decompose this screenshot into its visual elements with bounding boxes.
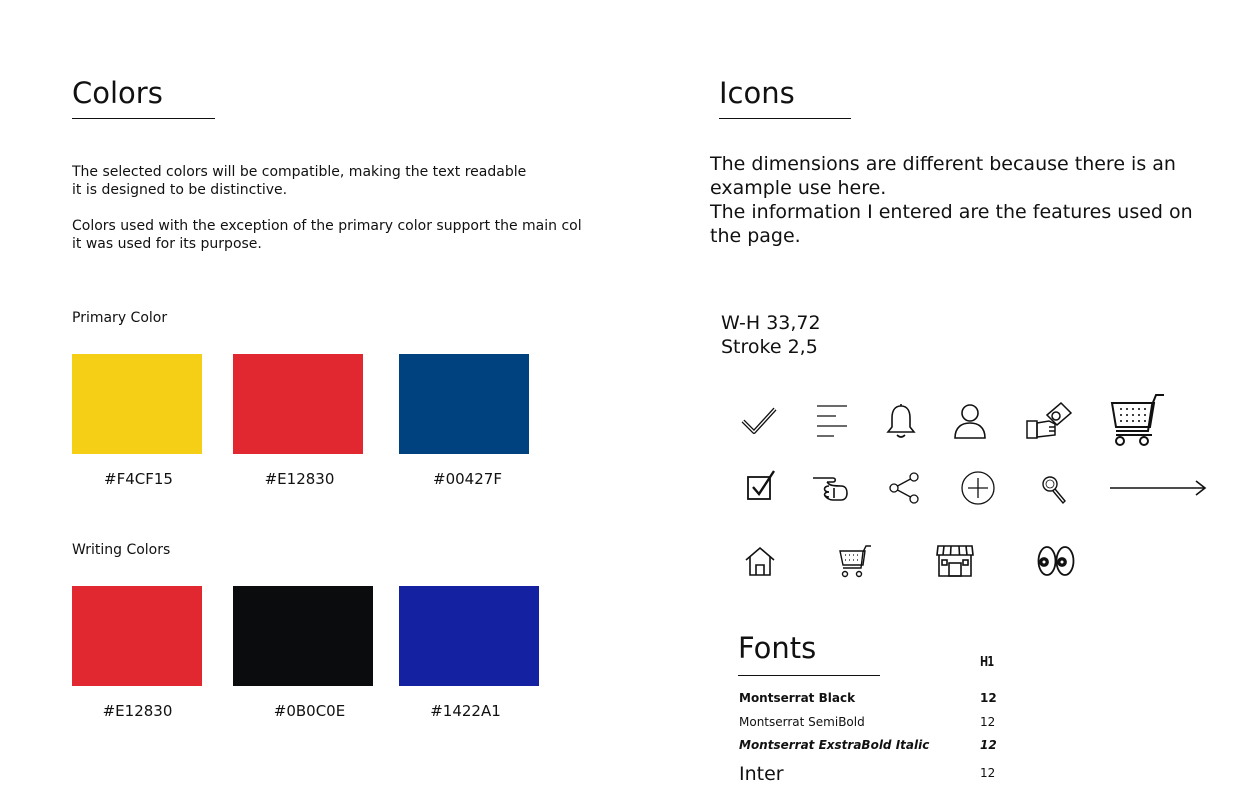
checkbox-icon [745, 469, 777, 501]
colors-intro-line-3: Colors used with the exception of the primary color support the main col [72, 218, 582, 234]
arrow-right-icon [1108, 478, 1208, 498]
plus-circle-icon [960, 470, 996, 506]
icons-title-underline [719, 118, 851, 119]
icon-spec-size: W-H 33,72 [721, 312, 821, 334]
writing-hex-black: #0B0C0E [273, 702, 346, 720]
hand-money-icon [1025, 401, 1073, 441]
primary-swatch-blue [399, 354, 529, 454]
font-row-montserrat-black: Montserrat Black [739, 691, 856, 705]
writing-swatch-blue [399, 586, 539, 686]
checkmark-icon [739, 401, 779, 441]
colors-intro-line-1: The selected colors will be compatible, making the text readable [72, 164, 527, 180]
writing-swatch-red [72, 586, 202, 686]
pointing-hand-icon [811, 472, 849, 502]
colors-intro-line-4: it was used for its purpose. [72, 236, 262, 252]
fonts-title: Fonts [738, 631, 817, 665]
primary-swatch-red [233, 354, 363, 454]
font-size-montserrat-black: 12 [980, 691, 997, 705]
icons-desc-line-4: the page. [710, 225, 801, 247]
menu-lines-icon [814, 403, 850, 439]
fonts-title-underline [738, 675, 880, 676]
font-size-montserrat-extrabold-italic: 12 [980, 738, 997, 752]
shopping-cart-icon [1108, 393, 1166, 449]
writing-hex-blue: #1422A1 [430, 702, 501, 720]
icon-spec-stroke: Stroke 2,5 [721, 336, 818, 358]
writing-hex-red: #E12830 [102, 702, 173, 720]
icons-desc-line-1: The dimensions are different because there is an [710, 153, 1176, 175]
font-row-inter: Inter [739, 763, 784, 785]
icons-desc-line-2: example use here. [710, 177, 887, 199]
font-size-header: H1 [980, 655, 994, 670]
primary-hex-blue: #00427F [433, 470, 502, 488]
search-icon [1040, 474, 1068, 504]
share-icon [888, 472, 920, 504]
colors-title: Colors [72, 76, 163, 110]
user-icon [953, 403, 987, 439]
primary-color-label: Primary Color [72, 310, 168, 326]
bell-icon [885, 403, 917, 439]
colors-intro-line-2: it is designed to be distinctive. [72, 182, 288, 198]
primary-swatch-yellow [72, 354, 202, 454]
writing-swatch-black [233, 586, 373, 686]
font-row-montserrat-extrabold-italic: Montserrat ExstraBold Italic [739, 738, 930, 752]
font-size-montserrat-semibold: 12 [980, 715, 996, 729]
primary-hex-red: #E12830 [264, 470, 335, 488]
icons-title: Icons [719, 76, 795, 110]
font-size-inter: 12 [980, 766, 996, 780]
colors-title-underline [72, 118, 215, 119]
cart-small-icon [837, 544, 873, 578]
font-row-montserrat-semibold: Montserrat SemiBold [739, 715, 865, 729]
primary-hex-yellow: #F4CF15 [104, 470, 173, 488]
home-icon [744, 545, 776, 577]
eyes-icon [1036, 544, 1076, 578]
store-icon [935, 544, 975, 578]
writing-colors-label: Writing Colors [72, 542, 171, 558]
icons-desc-line-3: The information I entered are the features used on [710, 201, 1193, 223]
